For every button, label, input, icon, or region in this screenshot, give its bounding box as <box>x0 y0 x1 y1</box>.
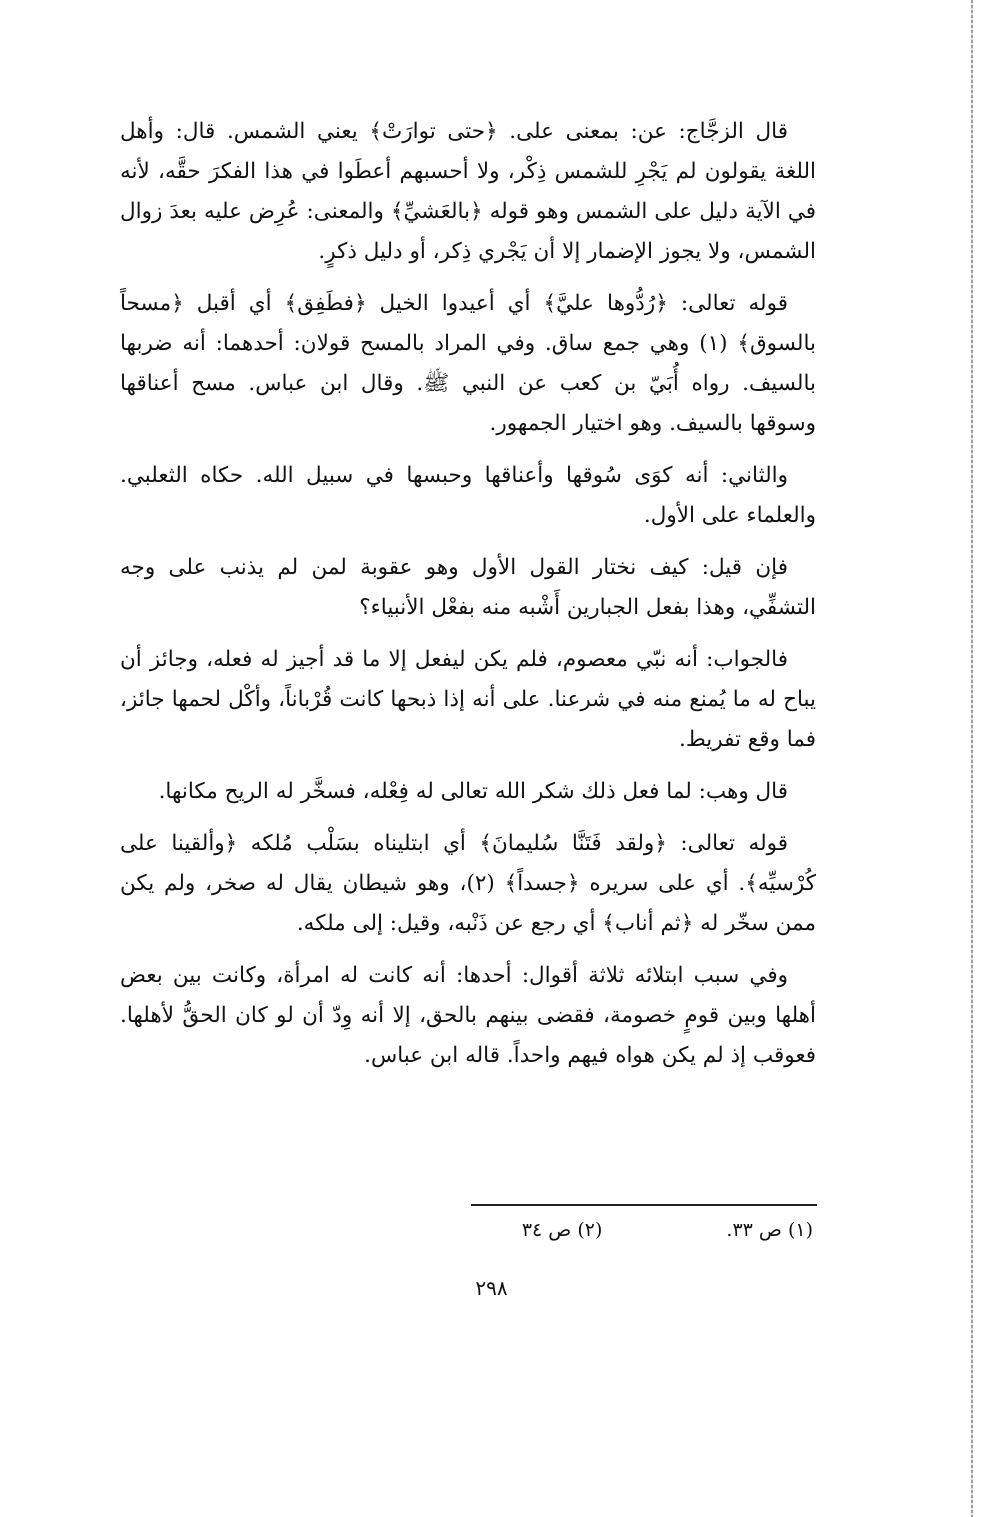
page-number: ٢٩٨ <box>475 1276 508 1300</box>
paragraph-2: قوله تعالى: ﴿رُدُّوها عليَّ﴾ أي أعيدوا الخيل ﴿فطَفِق﴾ أي أقبل ﴿مسحاً بالسوق﴾ (١) وهي جمع ساق. وفي المراد بالمسح قولان: أحدهما: أنه ضربها بالسيف. رواه أُبَيّ بن كعب عن النبي ﷺ. وقال ابن عباس. مسح أعناقها وسوقها بالسيف. وهو اختيار الجمهور. <box>120 291 816 436</box>
footnote-1: (١) ص ٣٣. <box>726 1219 813 1241</box>
footnotes <box>313 1212 813 1248</box>
footnote-divider <box>471 1204 817 1206</box>
page-body <box>120 112 816 1076</box>
paragraph-5: فالجواب: أنه نبّي معصوم، فلم يكن ليفعل إلا ما قد أجيز له فعله، وجائز أن يباح له ما يُمنع منه في شرعنا. على أنه إذا ذبحها كانت قُرْباناً، وأكْل لحمها جائز، فما وقع تفريط. <box>120 647 816 752</box>
paragraph-4: فإن قيل: كيف نختار القول الأول وهو عقوبة لمن لم يذنب على وجه التشفِّي، وهذا بفعل الجبارين أَشْبه منه بفعْل الأنبياء؟ <box>120 555 816 620</box>
paragraph-3: والثاني: أنه كوَى سُوقها وأعناقها وحبسها في سبيل الله. حكاه الثعلبي. والعلماء على الأول. <box>120 463 816 528</box>
paragraph-7: قوله تعالى: ﴿ولقد فَتَنَّا سُليمانَ﴾ أي ابتليناه بسَلْب مُلكه ﴿وألقينا على كُرْسيِّه﴾. أي على سريره ﴿جسداً﴾ (٢)، وهو شيطان يقال له صخر، ولم يكن ممن سخّر له ﴿ثم أناب﴾ أي رجع عن ذَنْبه، وقيل: إلى ملكه. <box>120 831 816 936</box>
paragraph-8: وفي سبب ابتلائه ثلاثة أقوال: أحدها: أنه كانت له امرأة، وكانت بين بعض أهلها وبين قومٍ خصومة، فقضى بينهم بالحق، إلا أنه وِدّ أن لو كان الحقُّ لأهلها. فعوقب إذ لم يكن هواه فيهم واحداً. قاله ابن عباس. <box>120 963 816 1068</box>
footnote-2: (٢) ص ٣٤ <box>521 1219 603 1241</box>
paragraph-1: قال الزجَّاج: عن: بمعنى على. ﴿حتى توارَتْ﴾ يعني الشمس. قال: وأهل اللغة يقولون لم يَجْرِ للشمس ذِكْر، ولا أحسبهم أعطَوا في هذا الفكرَ حقَّه، لأنه في الآية دليل على الشمس وهو قوله ﴿بالعَشيِّ﴾ والمعنى: عُرِض عليه بعدَ زوال الشمس، ولا يجوز الإضمار إلا أن يَجْري ذِكر، أو دليل ذكرٍ. <box>120 119 816 264</box>
paragraph-6: قال وهب: لما فعل ذلك شكر الله تعالى له فِعْله، فسخَّر له الريح مكانها. <box>158 779 788 804</box>
